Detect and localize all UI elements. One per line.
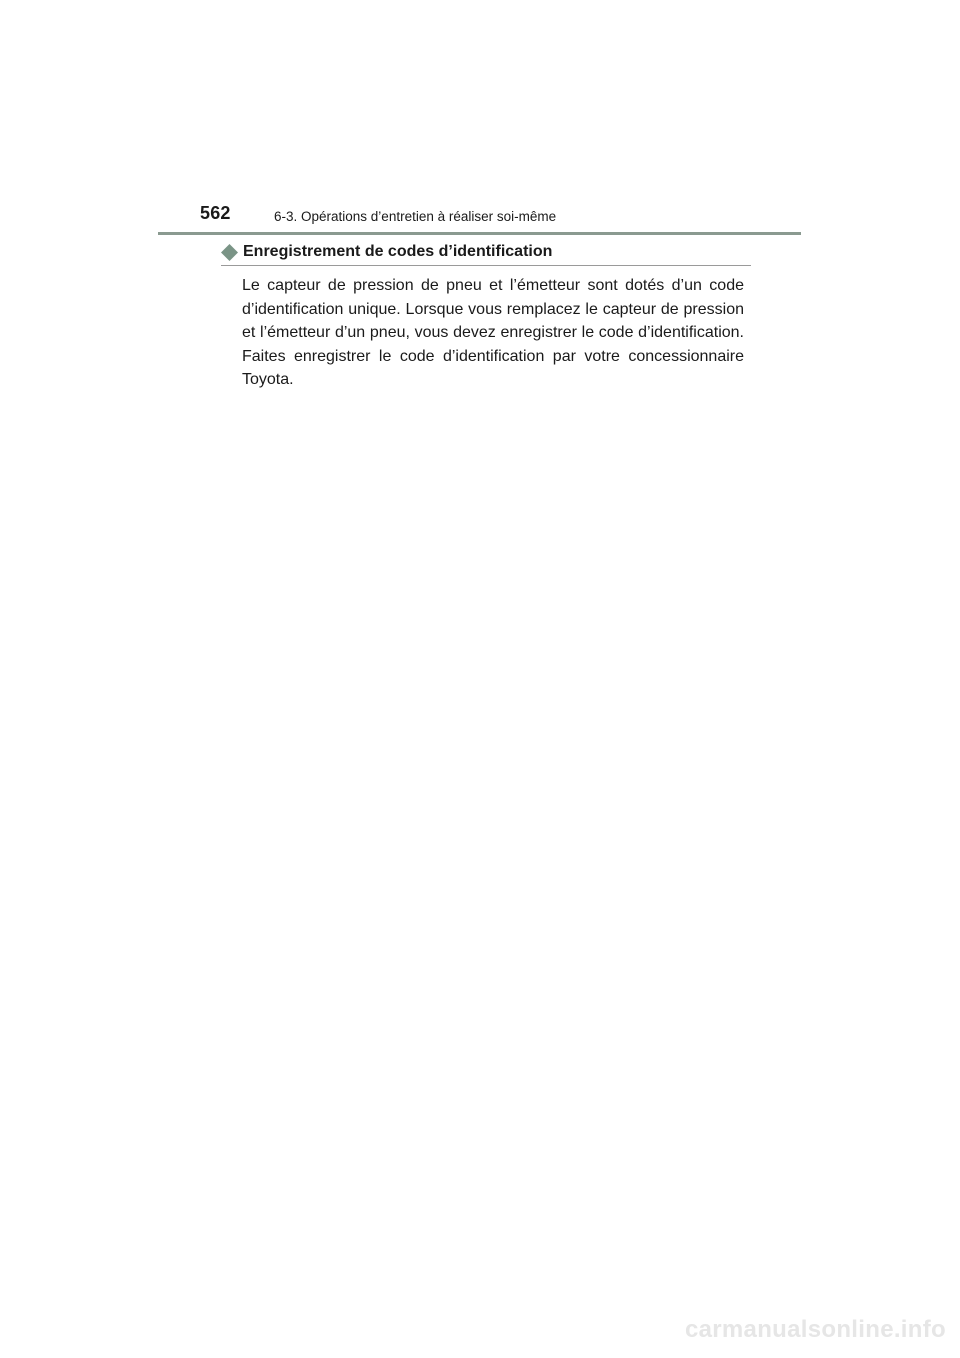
- page-header: [0, 0, 960, 240]
- watermark: carmanualsonline.info: [684, 1316, 946, 1343]
- header-divider: [158, 232, 801, 235]
- section-title: 6-3. Opérations d’entretien à réaliser soi-même: [274, 209, 557, 224]
- subheading-title: Enregistrement de codes d’identification: [243, 243, 553, 260]
- page-number: 562: [200, 203, 231, 223]
- diamond-icon: [221, 244, 238, 261]
- subheading: [221, 241, 751, 266]
- body-paragraph: Le capteur de pression de pneu et l’émetteur sont dotés d’un code d’identification unique. Lorsque vous remplacez le capteur de pression et l’émetteur d’un pneu, vous devez enregistrer le code d’identification. Faites enregistrer le code d’identification par votre concessionnaire Toyota.: [242, 277, 744, 388]
